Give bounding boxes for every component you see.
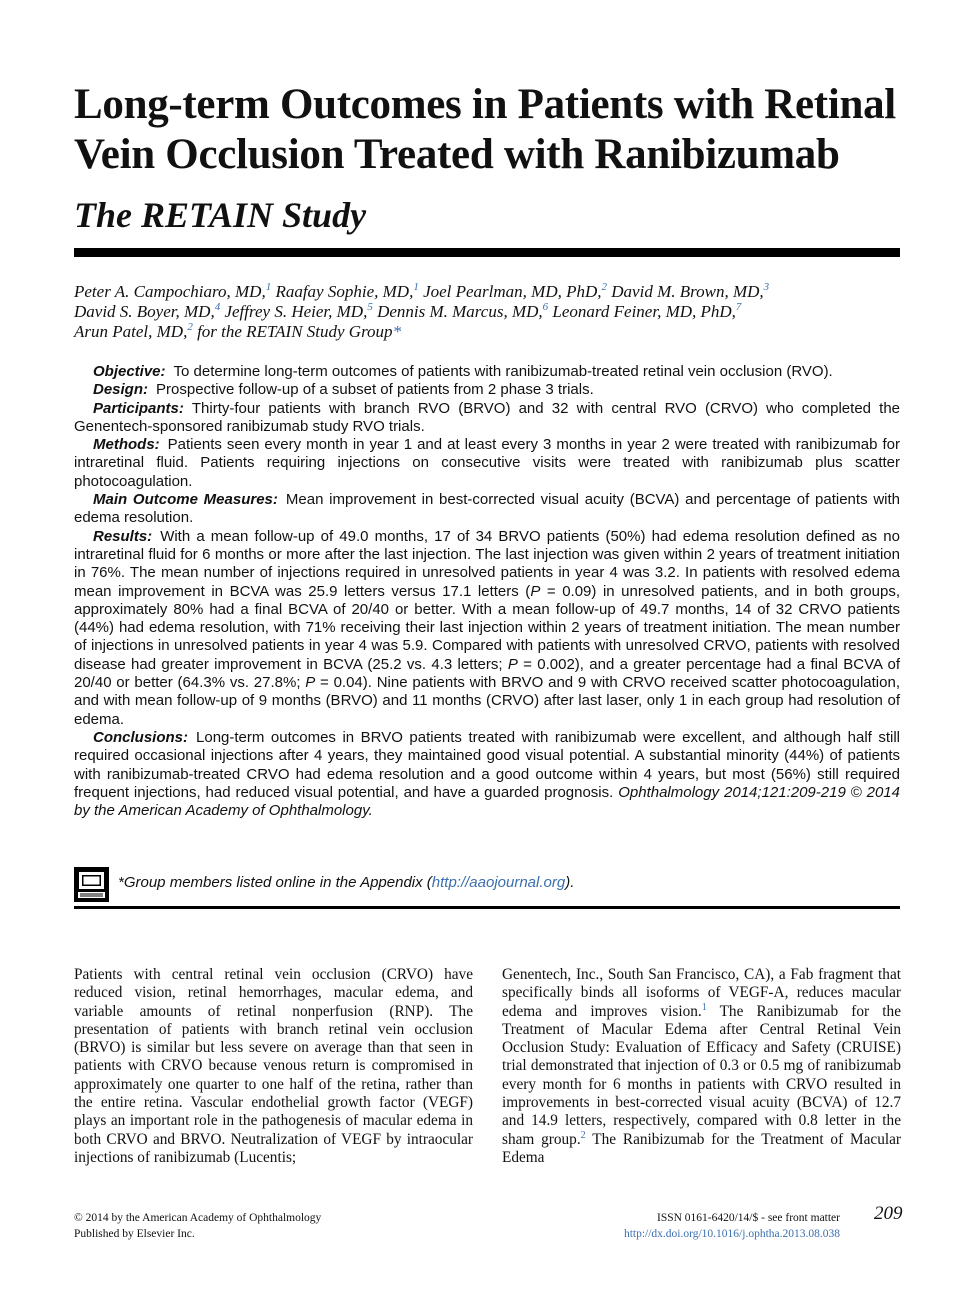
affiliation-mark[interactable]: 2 [601, 281, 608, 293]
title-rule [74, 248, 900, 257]
abstract-measures [74, 491, 900, 528]
journal-link[interactable]: http://aaojournal.org [431, 874, 566, 891]
author: David M. Brown, MD, [611, 282, 764, 301]
section-text: = 0.09) in unresolved patients, and in both groups, approximately 80% had a final BCVA of 20/40 or better. With a mean follow-up of 49.7 months, 14 of 32 CRVO patients (44%) had edema resolution, with 71% receiving their last injection within 2 years of treatment initiation. The mean number of injections in unresolved patients in year 4 was 5.9. Compared with patients with unresolved CRVO, patients with resolved disease had greater improvement in BCVA (25.2 vs. 4.3 letters; [74, 582, 900, 673]
abstract-conclusions [74, 729, 900, 820]
author: Dennis M. Marcus, MD, [377, 302, 543, 321]
section-label: Main Outcome Measures: [93, 491, 278, 509]
journal-citation: Ophthalmology 2014;121:209-219 © 2014 by the American Academy of Ophthalmology. [74, 783, 900, 820]
section-label: Design: [93, 381, 149, 399]
section-label: Conclusions: [93, 728, 189, 746]
author: Arun Patel, MD, [74, 322, 188, 341]
note-suffix: ). [565, 874, 575, 891]
study-group: for the RETAIN Study Group [197, 322, 393, 341]
p-symbol: P [305, 674, 316, 692]
affiliation-mark[interactable]: 3 [763, 281, 770, 293]
article-title: Long-term Outcomes in Patients with Retinal Vein Occlusion Treated with Ranibizumab [74, 81, 896, 178]
doi-link[interactable]: http://dx.doi.org/10.1016/j.ophtha.2013.08.038 [623, 1228, 840, 1240]
body-paragraph: Patients with central retinal vein occlusion (CRVO) have reduced vision, retinal hemorrhages, macular edema, and variable amounts of retinal nonperfusion (RNP). The presentation of patients with branch retinal vein occlusion (BRVO) is similar but less severe on average than that seen in patients with CRVO because venous return is compromised in approximately one quarter to one half of the retina, rather than the entire retina. Vascular endothelial growth factor (VEGF) plays an important role in the pathogenesis of macular edema in both CRVO and BRVO. Neutralization of VEGF by intraocular injections of ranibizumab (Lucentis; [74, 966, 473, 1166]
body-column-left [74, 966, 473, 1167]
supplement-note [74, 866, 900, 906]
reference-mark[interactable]: 1 [701, 1001, 707, 1013]
section-text: = 0.04). Nine patients with BRVO and 9 with CRVO received scatter photocoagulation, and with mean follow-up of 9 months (BRVO) and 11 months (CRVO) after last laser, only 1 in each group had resolution of edema. [74, 674, 900, 728]
abstract-design [74, 381, 900, 399]
affiliation-mark[interactable]: 4 [214, 301, 221, 313]
section-text: Long-term outcomes in BRVO patients treated with ranibizumab were excellent, and although half still required occasional injections after 4 years, they maintained good visual potential. A substantial minority (44%) of patients with ranibizumab-treated CRVO had edema resolution and a good outcome within 4 years, but most (56%) still required frequent injections, had reduced visual potential, and have a guarded prognosis. [74, 728, 900, 801]
section-label: Results: [93, 527, 153, 545]
affiliation-mark[interactable]: 5 [367, 301, 373, 313]
abstract-rule [74, 906, 900, 909]
section-text: = 0.002), and a greater percentage had a final BCVA of 20/40 or better (64.3% vs. 27.8%; [74, 655, 900, 692]
section-text: Thirty-four patients with branch RVO (BRVO) and 32 with central RVO (CRVO) who completed the Genentech-sponsored ranibizumab study RVO trials. [74, 399, 900, 435]
abstract [74, 363, 900, 820]
author-list [74, 282, 900, 342]
supplement-text [118, 874, 574, 892]
footer-identifiers [624, 1210, 840, 1242]
author: Raafay Sophie, MD, [275, 282, 414, 301]
author: Peter A. Campochiaro, MD, [74, 282, 266, 301]
affiliation-mark[interactable]: 1 [265, 281, 272, 293]
section-text: With a mean follow-up of 49.0 months, 17 of 34 BRVO patients (50%) had edema resolution defined as no intraretinal fluid for 6 months or more after the last injection. The last injection was given within 2 years of treatment initiation in 76%. The mean number of injections required in unresolved patients in year 4 was 3.2. In patients with resolved edema mean improvement in BCVA was 25.9 letters versus 17.1 letters ( [74, 527, 900, 600]
p-symbol: P [530, 582, 541, 600]
body-text: The Ranibizumab for the Treatment of Macular Edema after Central Retinal Vein Occlusion Study: Evaluation of Efficacy and Safety (CRUISE) trial demonstrated that injection of 0.3 or 0.5 mg of ranibizumab every month for 6 months in patients with CRVO resulted in improvements in best-corrected visual acuity (BCVA) of 12.7 and 14.9 letters, respectively, compared with 0.8 letter in the sham group. [502, 1002, 901, 1148]
abstract-results [74, 528, 900, 729]
copyright-line: © 2014 by the American Academy of Ophthalmology [74, 1212, 322, 1224]
p-symbol: P [507, 655, 518, 673]
section-label: Participants: [93, 399, 184, 417]
computer-icon [74, 867, 109, 902]
body-paragraph [502, 966, 901, 1167]
section-text: Prospective follow-up of a subset of patients from 2 phase 3 trials. [156, 381, 594, 399]
article-subtitle: The RETAIN Study [74, 195, 367, 235]
body-text: Genentech, Inc., South San Francisco, CA), a Fab fragment that specifically binds all isoforms of VEGF-A, reduces macular edema and improves vision. [502, 966, 901, 1020]
author: Joel Pearlman, MD, PhD, [423, 282, 602, 301]
section-label: Methods: [93, 436, 160, 454]
reference-mark[interactable]: 2 [580, 1129, 586, 1141]
affiliation-mark[interactable]: 7 [735, 301, 742, 313]
author: Leonard Feiner, MD, PhD, [552, 302, 736, 321]
body-column-right [502, 966, 901, 1167]
issn-line: ISSN 0161-6420/14/$ - see front matter [656, 1212, 840, 1224]
section-label: Objective: [93, 363, 166, 380]
author: Jeffrey S. Heier, MD, [224, 302, 368, 321]
publisher-line: Published by Elsevier Inc. [74, 1228, 195, 1240]
abstract-objective [74, 363, 900, 381]
section-text: To determine long-term outcomes of patients with ranibizumab-treated retinal vein occlusion (RVO). [173, 363, 833, 380]
section-text: Patients seen every month in year 1 and at least every 3 months in year 2 were treated with ranibizumab for intraretinal fluid. Patients requiring injections on consecutive visits were treated with ranibizumab plus scatter photocoagulation. [74, 436, 900, 490]
affiliation-mark[interactable]: 2 [187, 321, 193, 333]
footer-copyright [74, 1210, 321, 1242]
author: David S. Boyer, MD, [74, 302, 215, 321]
body-text: The Ranibizumab for the Treatment of Macular Edema [502, 1130, 901, 1166]
section-text: Mean improvement in best-corrected visual acuity (BCVA) and percentage of patients with edema resolution. [74, 491, 900, 527]
page-number: 209 [874, 1203, 903, 1224]
abstract-methods [74, 436, 900, 491]
affiliation-mark[interactable]: 1 [413, 281, 419, 293]
note-prefix: *Group members listed online in the Appendix ( [118, 874, 432, 891]
affiliation-mark[interactable]: 6 [542, 301, 549, 313]
group-footnote-mark[interactable]: * [392, 322, 402, 341]
abstract-participants [74, 400, 900, 437]
